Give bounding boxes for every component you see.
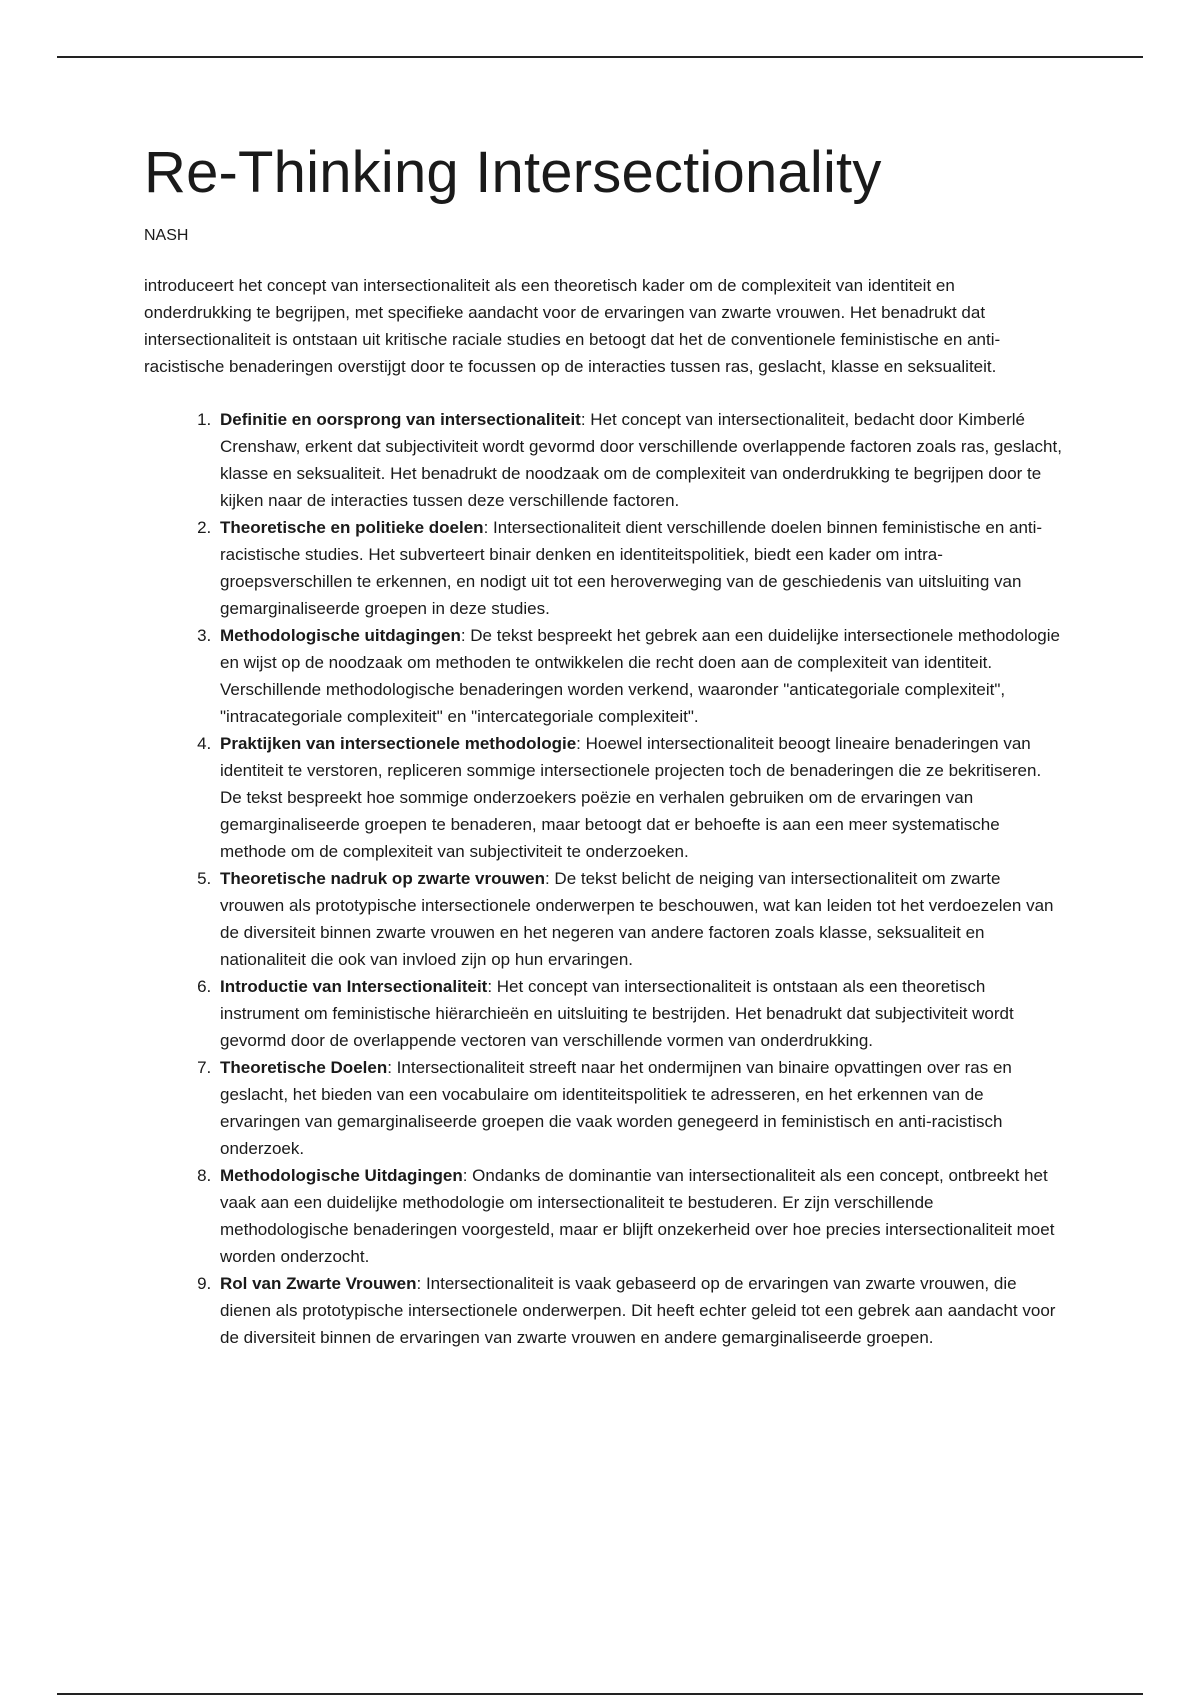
list-item-text: : De tekst belicht de neiging van intersectionaliteit om zwarte vrouwen als prototypische intersectionele onderwerpen te beschouwen, wat kan leiden tot het verdoezelen van de diversiteit binnen zwarte vrouwen en het negeren van andere factoren zoals klasse, seksualiteit en nationaliteit die ook van invloed zijn op hun ervaringen. [220, 869, 1054, 969]
author-name: NASH [144, 227, 189, 244]
list-item [216, 1162, 1064, 1270]
list-item-text: : Intersectionaliteit dient verschillende doelen binnen feministische en anti-racistische studies. Het subverteert binair denken en identiteitspolitiek, biedt een kader om intra-groepsverschillen te erkennen, en nodigt uit tot een heroverweging van de geschiedenis van uitsluiting van gemarginaliseerde groepen in deze studies. [220, 518, 1043, 618]
list-item [216, 973, 1064, 1054]
intro-paragraph: introduceert het concept van intersectionaliteit als een theoretisch kader om de complexiteit van identiteit en onderdrukking te begrijpen, met specifieke aandacht voor de ervaringen van zwarte vrouwen. Het benadrukt dat intersectionaliteit is ontstaan uit kritische raciale studies en betoogt dat het de conventionele feministische en anti-racistische benaderingen overstijgt door te focussen op de interacties tussen ras, geslacht, klasse en seksualiteit. [144, 276, 1001, 376]
list-item-term: Theoretische Doelen [220, 1058, 388, 1077]
list-item-text: : Het concept van intersectionaliteit is ontstaan als een theoretisch instrument om feministische hiërarchieën en uitsluiting te bestrijden. Het benadrukt dat subjectiviteit wordt gevormd door de overlappende vectoren van verschillende vormen van onderdrukking. [220, 977, 1014, 1050]
list-item-term: Methodologische Uitdagingen [220, 1166, 463, 1185]
list-item [216, 406, 1064, 514]
list-item [216, 1054, 1064, 1162]
list-item [216, 1270, 1064, 1351]
list-item-text: : Hoewel intersectionaliteit beoogt lineaire benaderingen van identiteit te verstoren, repliceren sommige intersectionele projecten toch de benaderingen die ze bekritiseren. De tekst bespreekt hoe sommige onderzoekers poëzie en verhalen gebruiken om de ervaringen van gemarginaliseerde groepen te benaderen, maar betoogt dat er behoefte is aan een meer systematische methode om de complexiteit van subjectiviteit te onderzoeken. [220, 734, 1042, 861]
list-item [216, 622, 1064, 730]
list-item [216, 514, 1064, 622]
list-item-term: Praktijken van intersectionele methodologie [220, 734, 577, 753]
list-item-text: : De tekst bespreekt het gebrek aan een duidelijke intersectionele methodologie en wijst op de noodzaak om methoden te ontwikkelen die recht doen aan de complexiteit van identiteit. Verschillende methodologische benaderingen worden verkend, waaronder "anticategoriale complexiteit", "intracategoriale complexiteit" en "intercategoriale complexiteit". [220, 626, 1060, 726]
list-item-term: Introductie van Intersectionaliteit [220, 977, 488, 996]
list-item-term: Methodologische uitdagingen [220, 626, 461, 645]
list-item-text: : Intersectionaliteit is vaak gebaseerd op de ervaringen van zwarte vrouwen, die dienen als prototypische intersectionele onderwerpen. Dit heeft echter geleid tot een gebrek aan aandacht voor de diversiteit binnen de ervaringen van zwarte vrouwen en andere gemarginaliseerde groepen. [220, 1274, 1056, 1347]
list-item [216, 865, 1064, 973]
page-bottom-rule [57, 1693, 1143, 1695]
document-title: Re-Thinking Intersectionality [144, 140, 882, 205]
list-item [216, 730, 1064, 865]
summary-list [144, 406, 1064, 1351]
list-item-text: : Het concept van intersectionaliteit, bedacht door Kimberlé Crenshaw, erkent dat subjectiviteit wordt gevormd door verschillende overlappende factoren zoals ras, geslacht, klasse en seksualiteit. Het benadrukt de noodzaak om de complexiteit van onderdrukking te begrijpen door te kijken naar de interacties tussen deze verschillende factoren. [220, 410, 1062, 510]
list-item-term: Definitie en oorsprong van intersectionaliteit [220, 410, 581, 429]
list-item-text: : Ondanks de dominantie van intersectionaliteit als een concept, ontbreekt het vaak aan een duidelijke methodologie om intersectionaliteit te bestuderen. Er zijn verschillende methodologische benaderingen voorgesteld, maar er blijft onzekerheid over hoe precies intersectionaliteit moet worden onderzocht. [220, 1166, 1055, 1266]
document-body [144, 138, 1064, 1351]
page-top-rule [57, 56, 1143, 58]
list-item-term: Theoretische nadruk op zwarte vrouwen [220, 869, 545, 888]
list-item-text: : Intersectionaliteit streeft naar het ondermijnen van binaire opvattingen over ras en geslacht, het bieden van een vocabulaire om identiteitspolitiek te adresseren, en het erkennen van de ervaringen van gemarginaliseerde groepen die vaak worden genegeerd in feministisch en anti-racistisch onderzoek. [220, 1058, 1012, 1158]
list-item-term: Theoretische en politieke doelen [220, 518, 484, 537]
list-item-term: Rol van Zwarte Vrouwen [220, 1274, 417, 1293]
